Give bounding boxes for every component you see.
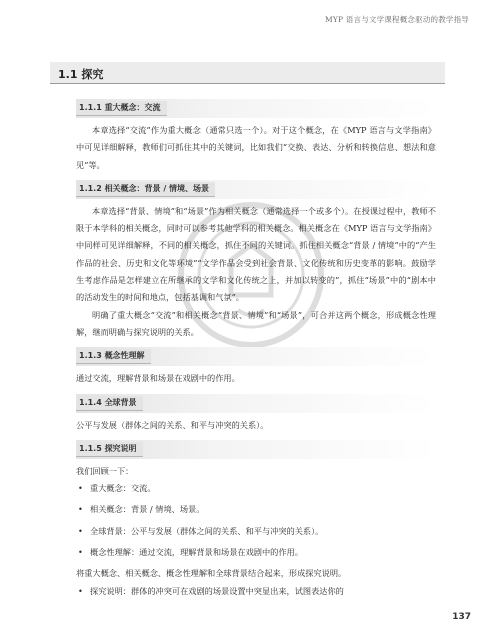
subsection-heading: 1.1.3 概念性理解 [76, 349, 151, 364]
list-item: • 重大概念：交流。 [76, 480, 436, 497]
paragraph: 本章选择“交流”作为重大概念（通常只选一个）。对于这个概念，在《MYP 语言与文学指南》中可见详细解释，教师们可抓住其中的关键词，比如我们“交换、表达、分析和转换信息、想法和意见”等。 [76, 125, 436, 170]
section-title: 1.1 探究 [58, 68, 104, 81]
bullet-list [76, 480, 436, 561]
running-head: MYP 语言与文学课程概念驱动的教学指导 [324, 15, 469, 24]
subsection-heading: 1.1.4 全球背景 [76, 396, 143, 411]
list-item: • 探究说明：群体的冲突可在戏剧的场景设置中突显出来，试图表达你的 [76, 583, 436, 600]
page-body [76, 96, 436, 604]
paragraph: 公平与发展（群体之间的关系、和平与冲突的关系）。 [76, 419, 269, 430]
paragraph: 通过交流，理解背景和场景在戏剧中的作用。 [76, 373, 240, 384]
list-item: • 概念性理解：通过交流，理解背景和场景在戏剧中的作用。 [76, 544, 436, 561]
page-number: 137 [452, 612, 471, 622]
paragraph: 我们回顾一下： [76, 465, 134, 476]
list-item: • 相关概念：背景 / 情境、场景。 [76, 501, 436, 518]
subsection-heading: 1.1.2 相关概念：背景 / 情境、场景 [76, 182, 215, 197]
bullet-list [76, 583, 436, 600]
subsection-heading: 1.1.5 探究说明 [76, 442, 143, 457]
subsection-heading: 1.1.1 重大概念：交流 [76, 101, 167, 116]
list-item: • 全球背景：公平与发展（群体之间的关系、和平与冲突的关系）。 [76, 523, 436, 540]
section-header [50, 62, 445, 84]
paragraph: 本章选择“背景、情境”和“场景”作为相关概念（通常选择一个或多个）。在授课过程中，教师不限于本学科的相关概念，同时可以参考其他学科的相关概念。相关概念在《MYP 语言与文学指南》中同样可见详细解释，不同的相关概念，抓住不同的关键词。抓住相关概念“背景 / 情境”中的“产生作品的社会、历史和文化等环境”“文学作品会受到社会背景、文化传统和历史变革的影响。鼓励学生考虑作品是怎样建立在所继承的文学和文化传统之上，并加以转变的”，抓住“场景”中的“剧本中的活动发生的时间和地点，包括基调和气氛”。 [76, 205, 436, 303]
paragraph: 将重大概念、相关概念、概念性理解和全球背景结合起来，形成探究说明。 [76, 568, 347, 579]
paragraph: 明确了重大概念“交流”和相关概念“背景、情境”和“场景”，可合并这两个概念，形成概念性理解，继而明确与探究说明的关系。 [76, 309, 436, 337]
